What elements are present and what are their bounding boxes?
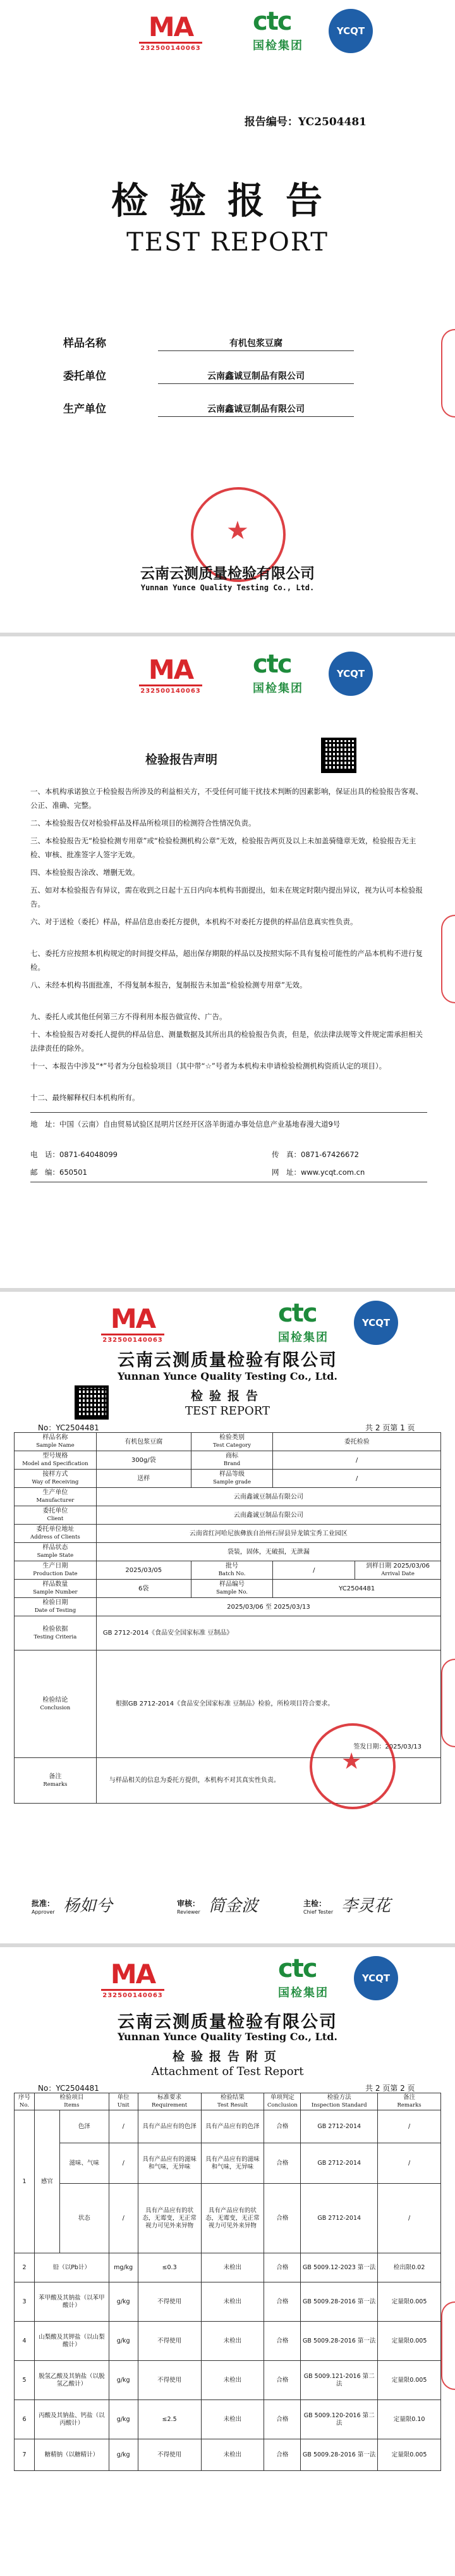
unit: g/kg [109,2361,138,2400]
declaration-item: 七、委托方应按照本机构规定的时间提交样品，超出保存期限的样品以及按照实际不具有复检可能性的产品本机构不进行复检。 [30,949,423,972]
field-label: 委托单位地址 Address of Clients [15,1525,97,1543]
approver-label: 批准： Approver [32,1899,55,1915]
company-name-en: Yunnan Yunce Quality Testing Co., Ltd. [118,2031,337,2043]
table-row [15,2361,441,2400]
attachment-title-cn: 检验报告附页 [172,2050,282,2064]
field-value: 云南鑫诚豆制品有限公司 [96,1506,440,1525]
column-header: 序号 No. [15,2093,35,2110]
field-value: YC2504481 [273,1580,441,1598]
manufacturer-value: 云南鑫诚豆制品有限公司 [158,402,354,417]
field-label: 检验日期 Date of Testing [15,1598,97,1616]
conclusion: 合格 [264,2110,301,2143]
company-name-cn: 云南云测质量检验有限公司 [140,565,315,582]
table-row [15,2439,441,2471]
column-header: 备注 Remarks [378,2093,441,2110]
result: 未检出 [201,2282,264,2322]
field-value: 袋装，固体，无破损，无泄漏 [96,1543,440,1561]
requirement: ≤2.5 [138,2400,201,2439]
remark: 定量限0.005 [378,2282,441,2322]
field-label: 样品状态 Sample State [15,1543,97,1561]
client-label: 委托单位 [63,370,106,383]
report-title-en: TEST REPORT [126,228,329,257]
address: 地 址：中国（云南）自由贸易试验区昆明片区经开区洛羊街道办事处信息产业基地春漫大道9号 [30,1120,341,1129]
result: 未检出 [201,2253,264,2282]
ccic-name: 国检集团 [253,39,303,53]
field-label: 检验依据 Testing Criteria [15,1616,97,1650]
report-number: 报告编号：YC2504481 [244,116,367,128]
tester-signature: 李灵花 [341,1897,391,1916]
logo-row [0,643,455,700]
row-number: 3 [15,2282,35,2322]
field-label: 备注 Remarks [15,1758,97,1804]
method: GB 2712-2014 [301,2184,378,2253]
issue-date: 签发日期：2025/03/13 [353,1743,422,1750]
column-header: 检验结果 Test Result [201,2093,264,2110]
column-header: 检验方法 Inspection Standard [301,2093,378,2110]
table-row [15,1470,441,1488]
field-value: 2025/03/06 至 2025/03/13 [96,1598,440,1616]
item-name: 丙酸及其钠盐、钙盐（以丙酸计） [34,2400,109,2439]
row-number: 7 [15,2439,35,2471]
column-header: 标准要求 Requirement [138,2093,201,2110]
sample-name-label: 样品名称 [63,337,106,350]
cma-number: 232500140063 [140,688,201,695]
report-title-cn: 检验报告 [111,179,344,222]
field-label: 批号 Batch No. [191,1561,273,1580]
method: GB 5009.120-2016 第二法 [301,2400,378,2439]
item-name: 色泽 [59,2110,109,2143]
conclusion: 合格 [264,2400,301,2439]
table-row [15,1525,441,1543]
method: GB 5009.28-2016 第一法 [301,2322,378,2361]
seal-star-icon: ★ [226,516,249,545]
field-value: 送样 [96,1470,191,1488]
unit: g/kg [109,2282,138,2322]
result: 具有产品应有的滋味和气味，无异味 [201,2143,264,2184]
cma-mark: MA [101,1960,164,1991]
main-report-page [0,1292,455,1943]
cma-logo [101,1960,164,2000]
cover-page [0,0,455,633]
sample-name-value: 有机包浆豆腐 [158,337,354,351]
table-row [15,1506,441,1525]
ccic-logo [253,9,329,53]
ccic-logo [278,1301,354,1345]
field-label: 生产单位 Manufacturer [15,1488,97,1506]
field-value: 与样品相关的信息为委托方提供，本机构不对其真实性负责。 [96,1758,440,1804]
conclusion: 合格 [264,2361,301,2400]
cma-number: 232500140063 [140,45,201,52]
item-name: 铅（以Pb计） [34,2253,109,2282]
remark: 定量限0.005 [378,2439,441,2471]
row-number: 6 [15,2400,35,2439]
unit: g/kg [109,2400,138,2439]
logo-row [0,0,455,57]
table-row [15,1580,441,1598]
company-name-cn: 云南云测质量检验有限公司 [118,1351,337,1370]
table-row [15,2400,441,2439]
conclusion: 合格 [264,2253,301,2282]
table-row [15,1598,441,1616]
item-name: 状态 [59,2184,109,2253]
conclusion: 合格 [264,2143,301,2184]
page-seam-seal [441,329,455,418]
field-label: 检验结论 Conclusion [15,1650,97,1758]
method: GB 5009.28-2016 第一法 [301,2282,378,2322]
requirement: ≤0.3 [138,2253,201,2282]
report-number: No：YC2504481 [38,2084,99,2093]
table-row [15,2143,441,2184]
remark: / [378,2184,441,2253]
method: GB 5009.28-2016 第一法 [301,2439,378,2471]
results-table [14,2093,441,2471]
declaration-item: 十、本检验报告对委托人提供的样品信息、测量数据及其所出具的检验报告负责，但是，依法律法规等文件规定需承担相关法律责任的除外。 [30,1030,423,1053]
ycqt-logo: YCQT [329,9,373,53]
row-number: 1 [15,2110,35,2253]
unit: / [109,2110,138,2143]
unit: / [109,2184,138,2253]
page-indicator: 共 2 页第 2 页 [365,2084,415,2093]
attachment-title-en: Attachment of Test Report [151,2065,304,2078]
item-name: 糖精钠（以糖精计） [34,2439,109,2471]
conclusion-cell [96,1650,440,1758]
method: GB 5009.121-2016 第二法 [301,2361,378,2400]
report-title-en: TEST REPORT [185,1404,270,1418]
conclusion: 合格 [264,2184,301,2253]
website: 网 址：www.ycqt.com.cn [272,1168,365,1177]
company-name-en: Yunnan Yunce Quality Testing Co., Ltd. [140,583,315,592]
table-row [15,2110,441,2143]
row-number: 2 [15,2253,35,2282]
divider [30,1112,427,1113]
cma-logo [139,13,202,53]
field-value: / [273,1470,441,1488]
ccic-mark: ctc [253,7,291,36]
table-row [15,2184,441,2253]
field-label: 样品数量 Sample Number [15,1580,97,1598]
field-value: 云南省红河哈尼族彝族自治州石屏县异龙镇宝秀工业园区 [96,1525,440,1543]
unit: mg/kg [109,2253,138,2282]
field-label: 委托单位 Client [15,1506,97,1525]
declaration-page [0,636,455,1288]
field-value: 300g/袋 [96,1451,191,1470]
ycqt-logo: YCQT [354,1301,398,1345]
requirement: 具有产品应有的状态，无霉变，无正常视力可见外来异物 [138,2184,201,2253]
row-number: 4 [15,2322,35,2361]
field-value: / [273,1451,441,1470]
field-label: 商标 Brand [191,1451,273,1470]
conclusion-text: 根据GB 2712-2014《食品安全国家标准 豆制品》检验，所检项目符合要求。 [115,1700,334,1707]
field-pair: 到样日期 2025/03/06 Arrival Date [355,1561,441,1580]
requirement: 不得使用 [138,2439,201,2471]
logo-row [0,1947,455,2004]
field-value: 有机包浆豆腐 [96,1433,191,1451]
conclusion: 合格 [264,2282,301,2322]
table-row [15,2322,441,2361]
field-label: 接样方式 Way of Receiving [15,1470,97,1488]
unit: / [109,2143,138,2184]
cma-mark: MA [101,1304,164,1335]
page-seam-seal [441,2301,455,2390]
conclusion: 合格 [264,2439,301,2471]
declaration-item: 十二、最终解释权归本机构所有。 [30,1093,140,1102]
method: GB 2712-2014 [301,2110,378,2143]
cma-mark: MA [139,655,202,686]
table-header-row [15,2093,441,2110]
cma-logo [139,655,202,696]
field-value: / [273,1561,355,1580]
declaration-title: 检验报告声明 [145,753,218,767]
tester-label: 主检： Chief Tester [303,1899,334,1915]
page-seam-seal [441,1659,455,1747]
result: 未检出 [201,2322,264,2361]
company-name-en: Yunnan Yunce Quality Testing Co., Ltd. [118,1370,337,1382]
field-label: 型号规格 Model and Specification [15,1451,97,1470]
ycqt-logo: YCQT [329,652,373,696]
item-group: 感官 [34,2110,59,2253]
item-name: 滋味、气味 [59,2143,109,2184]
remark: 检出限0.02 [378,2253,441,2282]
attachment-page [0,1947,455,2576]
item-name: 苯甲酸及其钠盐（以苯甲酸计） [34,2282,109,2322]
table-row [15,1543,441,1561]
requirement: 不得使用 [138,2322,201,2361]
table-row [15,1561,441,1580]
declaration-item: 五、如对本检验报告有异议，需在收到之日起十五日内向本机构书面提出，如未在规定时限内提出异议，视为认可本检验报告。 [30,886,423,908]
reviewer-label: 审核： Reviewer [177,1899,200,1915]
table-row [15,1488,441,1506]
page-seam-seal [441,915,455,1003]
declaration-item: 八、未经本机构书面批准，不得复制本报告，复制报告未加盖“检验检测专用章”无效。 [30,981,307,989]
result: 未检出 [201,2439,264,2471]
declaration-item: 二、本检验报告仅对检验样品及样品所检项目的检测符合性情况负责。 [30,819,256,827]
item-name: 山梨酸及其钾盐（以山梨酸计） [34,2322,109,2361]
manufacturer-label: 生产单位 [63,403,106,416]
field-value: 委托检验 [273,1433,441,1451]
ccic-mark: ctc [278,1299,317,1328]
cma-number: 232500140063 [102,1337,163,1344]
official-seal [310,1723,396,1809]
requirement: 不得使用 [138,2361,201,2400]
ccic-logo [278,1956,354,2000]
ccic-name: 国检集团 [278,1331,329,1344]
ccic-mark: ctc [278,1954,317,1983]
field-value: 6袋 [96,1580,191,1598]
qr-code-icon [321,738,356,773]
seal-star-icon: ★ [341,1749,362,1774]
declaration-item: 四、本检验报告涂改、增删无效。 [30,868,140,877]
remark: / [378,2110,441,2143]
fax: 传 真：0871-67426672 [272,1150,359,1159]
ccic-logo [253,652,329,696]
item-name: 脱氢乙酸及其钠盐（以脱氢乙酸计） [34,2361,109,2400]
logo-row [0,1292,455,1349]
report-number: No：YC2504481 [38,1423,99,1432]
declaration-item: 十一、本报告中涉及“*”号者为分包检验项目（其中带“☆”号者为本机构未申请检验检测机构资质认定的项目）。 [30,1062,387,1070]
column-header: 单项判定 Conclusion [264,2093,301,2110]
declaration-item: 三、本检验报告无“检验检测专用章”或“检验检测机构公章”无效，检验报告两页及以上未加盖骑缝章无效，检验报告无主检、审核、批准签字人签字无效。 [30,836,416,859]
remark: 定量限0.005 [378,2322,441,2361]
table-row [15,2253,441,2282]
method: GB 5009.12-2023 第一法 [301,2253,378,2282]
approver-signature: 杨如兮 [63,1897,113,1916]
field-value: GB 2712-2014《食品安全国家标准 豆制品》 [96,1616,440,1650]
requirement: 具有产品应有的色泽 [138,2110,201,2143]
unit: g/kg [109,2439,138,2471]
declaration-item: 九、委托人或其他任何第三方不得利用本报告做宣传、广告。 [30,1012,227,1021]
ycqt-logo: YCQT [354,1956,398,2000]
table-row [15,1451,441,1470]
page-indicator: 共 2 页第 1 页 [365,1423,415,1432]
declaration-item: 六、对于送检（委托）样品，样品信息由委托方提供，本机构不对委托方提供的样品信息真实性负责。 [30,917,358,926]
requirement: 具有产品应有的滋味和气味，无异味 [138,2143,201,2184]
field-label: 样品编号 Sample No. [191,1580,273,1598]
field-label: 检验类别 Test Category [191,1433,273,1451]
conclusion: 合格 [264,2322,301,2361]
field-value: 云南鑫诚豆制品有限公司 [96,1488,440,1506]
declaration-item: 一、本机构承诺独立于检验报告所涉及的利益相关方，不受任何可能干扰技术判断的因素影响，保证出具的检验报告客观、公正、准确、完整。 [30,787,423,810]
postcode: 邮 编：650501 [30,1168,87,1177]
field-value: 2025/03/05 [96,1561,191,1580]
ccic-name: 国检集团 [278,1986,329,2000]
remark: 定量限0.10 [378,2400,441,2439]
column-header: 单位 Unit [109,2093,138,2110]
method: GB 2712-2014 [301,2143,378,2184]
ccic-name: 国检集团 [253,682,303,695]
remark: / [378,2143,441,2184]
field-label: 生产日期 Production Date [15,1561,97,1580]
result: 未检出 [201,2361,264,2400]
result: 具有产品应有的色泽 [201,2110,264,2143]
cma-number: 232500140063 [102,1992,163,1999]
row-number: 5 [15,2361,35,2400]
qr-code-icon [75,1385,109,1420]
requirement: 不得使用 [138,2282,201,2322]
table-row [15,1433,441,1451]
table-row [15,2282,441,2322]
company-name-cn: 云南云测质量检验有限公司 [118,2012,337,2032]
reviewer-signature: 简金波 [209,1897,258,1916]
cma-logo [101,1304,164,1345]
ccic-mark: ctc [253,650,291,679]
table-row [15,1616,441,1650]
remark: 定量限0.005 [378,2361,441,2400]
field-label: 样品等级 Sample grade [191,1470,273,1488]
phone: 电 话：0871-64048099 [30,1150,118,1159]
field-label: 样品名称 Sample Name [15,1433,97,1451]
result: 未检出 [201,2400,264,2439]
client-value: 云南鑫诚豆制品有限公司 [158,369,354,384]
column-header: 检验项目 Items [34,2093,109,2110]
result: 具有产品应有的状态，无霉变，无正常视力可见外来异物 [201,2184,264,2253]
unit: g/kg [109,2322,138,2361]
cma-mark: MA [139,13,202,44]
report-title-cn: 检验报告 [190,1389,264,1403]
